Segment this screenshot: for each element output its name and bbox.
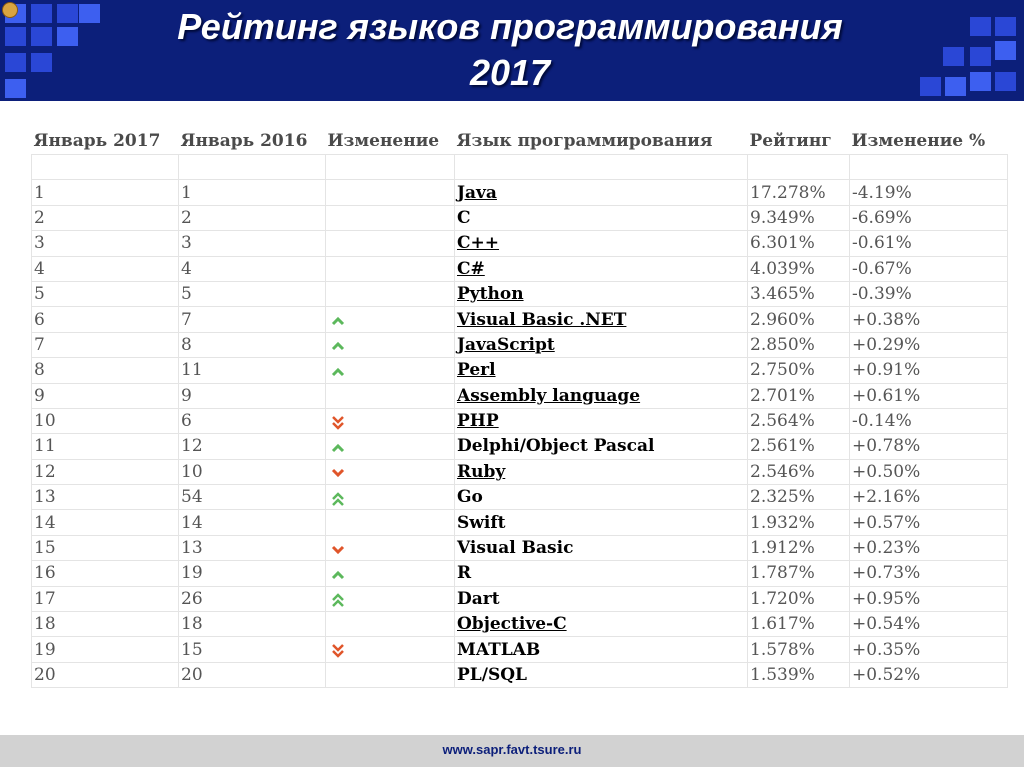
language-cell [455, 205, 748, 230]
title-line-1: Рейтинг языков программирования [177, 6, 843, 47]
table-row [32, 586, 1008, 611]
rank-2016: 19 [179, 561, 326, 586]
change-cell [326, 510, 455, 535]
rank-2017: 9 [32, 383, 179, 408]
rank-2017: 20 [32, 662, 179, 687]
change-cell [326, 535, 455, 560]
language-name: Delphi/Object Pascal [457, 436, 655, 457]
rating-cell: 1.578% [748, 637, 850, 662]
rating-cell: 4.039% [748, 256, 850, 281]
change-cell [326, 459, 455, 484]
rank-2016: 6 [179, 408, 326, 433]
rank-2016: 20 [179, 662, 326, 687]
language-name: MATLAB [457, 639, 541, 660]
decor-square [31, 4, 52, 23]
change-cell [326, 332, 455, 357]
decor-square [5, 53, 26, 72]
slide-title [120, 4, 900, 96]
change-pct-cell: +0.29% [850, 332, 1008, 357]
language-name: Visual Basic [457, 538, 574, 559]
decor-square [31, 53, 52, 72]
decor-square [995, 41, 1016, 60]
change-pct-cell: +0.52% [850, 662, 1008, 687]
rank-2017: 18 [32, 612, 179, 637]
decor-square [970, 47, 991, 66]
double-up-arrow-icon [329, 491, 347, 505]
decor-square [945, 77, 966, 96]
change-cell [326, 637, 455, 662]
rank-2016: 54 [179, 485, 326, 510]
language-cell [455, 535, 748, 560]
up-arrow-icon [329, 364, 347, 378]
rank-2017: 8 [32, 358, 179, 383]
language-cell [455, 586, 748, 611]
rank-2016: 5 [179, 281, 326, 306]
change-cell [326, 586, 455, 611]
rating-cell: 1.720% [748, 586, 850, 611]
rating-cell: 2.960% [748, 307, 850, 332]
change-cell [326, 434, 455, 459]
rank-2016: 4 [179, 256, 326, 281]
table-row [32, 485, 1008, 510]
change-pct-cell: -0.14% [850, 408, 1008, 433]
rank-2016: 13 [179, 535, 326, 560]
rating-cell: 2.546% [748, 459, 850, 484]
col-header-jan-2016: Январь 2016 [180, 130, 308, 151]
table-row [32, 535, 1008, 560]
rank-2016: 14 [179, 510, 326, 535]
up-arrow-icon [329, 567, 347, 581]
decor-square [995, 72, 1016, 91]
emblem-icon [2, 2, 18, 18]
table-row [32, 358, 1008, 383]
decor-square [57, 27, 78, 46]
change-cell [326, 358, 455, 383]
double-down-arrow-icon [329, 415, 347, 429]
table-row [32, 281, 1008, 306]
language-link[interactable]: Perl [457, 360, 496, 381]
change-cell [326, 180, 455, 205]
rank-2016: 11 [179, 358, 326, 383]
change-pct-cell: +0.91% [850, 358, 1008, 383]
decor-square [995, 17, 1016, 36]
change-pct-cell: +0.61% [850, 383, 1008, 408]
col-header-jan-2017: Январь 2017 [33, 130, 161, 151]
decor-square [5, 79, 26, 98]
language-link[interactable]: Visual Basic .NET [457, 309, 627, 330]
rank-2017: 14 [32, 510, 179, 535]
rank-2017: 3 [32, 231, 179, 256]
rating-cell: 17.278% [748, 180, 850, 205]
change-cell [326, 256, 455, 281]
language-cell[interactable] [455, 383, 748, 408]
change-cell [326, 612, 455, 637]
change-cell [326, 205, 455, 230]
table-row [32, 459, 1008, 484]
language-cell[interactable] [455, 459, 748, 484]
rank-2016: 9 [179, 383, 326, 408]
change-pct-cell: -4.19% [850, 180, 1008, 205]
language-cell [455, 662, 748, 687]
change-pct-cell: +0.50% [850, 459, 1008, 484]
ranking-table [31, 127, 1008, 688]
change-pct-cell: -0.39% [850, 281, 1008, 306]
table-header-row [32, 127, 1008, 155]
col-header-change: Изменение [327, 130, 440, 151]
down-arrow-icon [329, 542, 347, 556]
language-cell [455, 561, 748, 586]
up-arrow-icon [329, 313, 347, 327]
change-cell [326, 231, 455, 256]
rank-2017: 12 [32, 459, 179, 484]
rating-cell: 1.787% [748, 561, 850, 586]
change-pct-cell: -0.67% [850, 256, 1008, 281]
change-pct-cell: +0.57% [850, 510, 1008, 535]
language-link[interactable]: Objective-C [457, 614, 567, 635]
table-row [32, 612, 1008, 637]
language-cell[interactable] [455, 332, 748, 357]
language-cell [455, 485, 748, 510]
table-row [32, 637, 1008, 662]
change-cell [326, 662, 455, 687]
change-pct-cell: +0.54% [850, 612, 1008, 637]
rank-2017: 6 [32, 307, 179, 332]
table-row [32, 662, 1008, 687]
rating-cell: 2.325% [748, 485, 850, 510]
decor-square [31, 27, 52, 46]
change-pct-cell: +0.35% [850, 637, 1008, 662]
language-cell [455, 510, 748, 535]
rating-cell: 2.850% [748, 332, 850, 357]
language-link[interactable]: PHP [457, 411, 499, 432]
empty-row [32, 155, 1008, 180]
rating-cell: 2.750% [748, 358, 850, 383]
change-pct-cell: +0.23% [850, 535, 1008, 560]
language-cell[interactable] [455, 256, 748, 281]
rank-2017: 10 [32, 408, 179, 433]
change-pct-cell: +0.73% [850, 561, 1008, 586]
change-cell [326, 307, 455, 332]
language-link[interactable]: Java [457, 182, 497, 203]
language-cell [455, 434, 748, 459]
language-name: Swift [457, 512, 506, 533]
change-cell [326, 408, 455, 433]
col-header-language: Язык программирования [456, 130, 713, 151]
rank-2017: 2 [32, 205, 179, 230]
rank-2016: 2 [179, 205, 326, 230]
rank-2016: 3 [179, 231, 326, 256]
rank-2017: 5 [32, 281, 179, 306]
rank-2016: 8 [179, 332, 326, 357]
language-link[interactable]: C++ [457, 233, 500, 254]
language-link[interactable]: Ruby [457, 461, 506, 482]
footer-url: www.sapr.favt.tsure.ru [442, 742, 582, 757]
rank-2017: 11 [32, 434, 179, 459]
language-cell[interactable] [455, 180, 748, 205]
language-cell[interactable] [455, 307, 748, 332]
decor-square [920, 77, 941, 96]
language-link[interactable]: Assembly language [457, 385, 641, 406]
rank-2016: 10 [179, 459, 326, 484]
rank-2017: 1 [32, 180, 179, 205]
down-arrow-icon [329, 465, 347, 479]
rank-2016: 15 [179, 637, 326, 662]
language-link[interactable]: C# [457, 258, 485, 279]
table-row [32, 180, 1008, 205]
language-name: R [457, 563, 472, 584]
table-row [32, 332, 1008, 357]
change-pct-cell: +2.16% [850, 485, 1008, 510]
language-link[interactable]: Python [457, 284, 524, 305]
language-cell[interactable] [455, 231, 748, 256]
rank-2016: 12 [179, 434, 326, 459]
language-link[interactable]: JavaScript [457, 334, 555, 355]
table-row [32, 561, 1008, 586]
slide-footer [0, 735, 1024, 767]
rating-cell: 1.617% [748, 612, 850, 637]
double-down-arrow-icon [329, 643, 347, 657]
change-pct-cell: +0.78% [850, 434, 1008, 459]
rating-cell: 9.349% [748, 205, 850, 230]
table-row [32, 510, 1008, 535]
decor-square [970, 72, 991, 91]
rank-2016: 26 [179, 586, 326, 611]
decor-square [57, 4, 78, 23]
table-row [32, 383, 1008, 408]
rating-cell: 1.539% [748, 662, 850, 687]
rating-cell: 6.301% [748, 231, 850, 256]
table-row [32, 434, 1008, 459]
rank-2016: 7 [179, 307, 326, 332]
col-header-change-pct: Изменение % [851, 130, 986, 151]
rank-2017: 15 [32, 535, 179, 560]
col-header-rating: Рейтинг [749, 130, 832, 151]
rank-2016: 1 [179, 180, 326, 205]
up-arrow-icon [329, 440, 347, 454]
language-cell [455, 637, 748, 662]
change-cell [326, 281, 455, 306]
rating-cell: 1.932% [748, 510, 850, 535]
decor-square [943, 47, 964, 66]
rating-cell: 1.912% [748, 535, 850, 560]
rank-2017: 7 [32, 332, 179, 357]
up-arrow-icon [329, 338, 347, 352]
language-cell[interactable] [455, 358, 748, 383]
language-name: Go [457, 487, 483, 508]
change-pct-cell: +0.38% [850, 307, 1008, 332]
rank-2017: 13 [32, 485, 179, 510]
table-row [32, 256, 1008, 281]
decor-square [5, 27, 26, 46]
change-cell [326, 485, 455, 510]
change-pct-cell: -0.61% [850, 231, 1008, 256]
rating-cell: 2.564% [748, 408, 850, 433]
decor-square [79, 4, 100, 23]
rating-cell: 2.701% [748, 383, 850, 408]
rank-2016: 18 [179, 612, 326, 637]
table-row [32, 408, 1008, 433]
language-name: Dart [457, 588, 500, 609]
change-cell [326, 383, 455, 408]
rank-2017: 19 [32, 637, 179, 662]
language-name: PL/SQL [457, 665, 527, 685]
table-row [32, 205, 1008, 230]
change-pct-cell: +0.95% [850, 586, 1008, 611]
rank-2017: 4 [32, 256, 179, 281]
slide-header [0, 0, 1024, 101]
rating-cell: 2.561% [748, 434, 850, 459]
language-name: C [457, 207, 471, 228]
decor-square [970, 17, 991, 36]
title-line-2: 2017 [469, 52, 551, 93]
table-row [32, 231, 1008, 256]
change-pct-cell: -6.69% [850, 205, 1008, 230]
double-up-arrow-icon [329, 592, 347, 606]
rank-2017: 17 [32, 586, 179, 611]
rating-cell: 3.465% [748, 281, 850, 306]
language-cell[interactable] [455, 281, 748, 306]
language-cell[interactable] [455, 612, 748, 637]
language-cell[interactable] [455, 408, 748, 433]
rank-2017: 16 [32, 561, 179, 586]
table-row [32, 307, 1008, 332]
change-cell [326, 561, 455, 586]
